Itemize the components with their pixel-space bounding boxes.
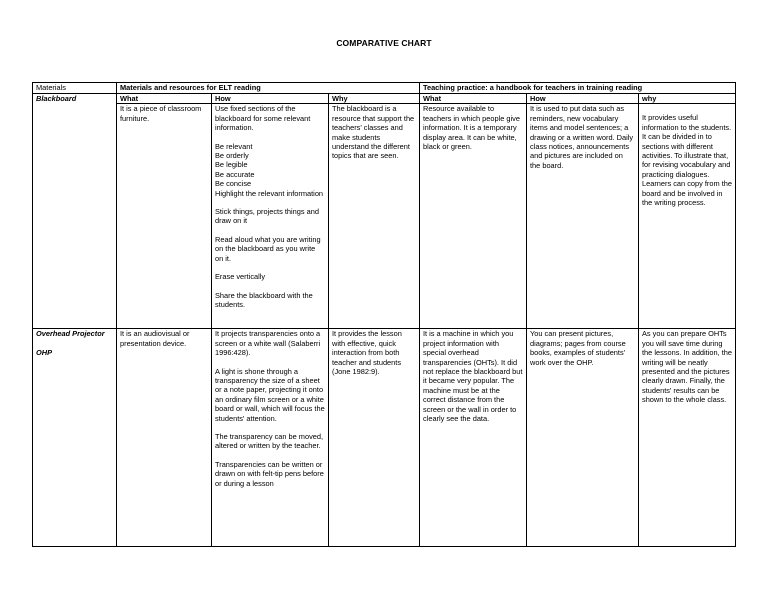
ohp-material-label: Overhead Projector xyxy=(36,329,105,339)
blackboard-what-1: It is a piece of classroom furniture. xyxy=(117,104,212,329)
col-how-1: How xyxy=(212,94,329,104)
table-row-blackboard xyxy=(33,104,736,329)
ohp-what-2: It is a machine in which you project information with special overhead transparencies (OHTs). It did not replace the blackboard but it became very popular. The machine must be at the correct distance from the screen or the wall in order to clearly see the data. xyxy=(420,329,527,547)
blackboard-material-cell xyxy=(33,104,117,329)
blackboard-label-cell: Blackboard xyxy=(33,94,117,104)
ohp-how-2: You can present pictures, diagrams; pages from course books, examples of students' work over the OHP. xyxy=(527,329,639,547)
comparative-chart-table xyxy=(32,82,736,547)
ohp-how-1-p2: A light is shone through a transparency the size of a sheet or a note paper, projecting it onto an ordinary film screen or a white board or wall, which will focus the students' attention. xyxy=(215,366,325,423)
header-row-columns xyxy=(33,94,736,104)
blackboard-how-1-p1: Use fixed sections of the blackboard for some relevant information. xyxy=(215,104,311,133)
ohp-how-1 xyxy=(212,329,329,547)
ohp-material-abbr: OHP xyxy=(36,347,53,357)
table-row-ohp xyxy=(33,329,736,547)
blackboard-how-1-p4: Read aloud what you are writing on the blackboard as you write on it. xyxy=(215,234,321,263)
ohp-material-cell xyxy=(33,329,117,547)
blackboard-how-1-p2: Be relevant Be orderly Be legible Be accurate Be concise Highlight the relevant information xyxy=(215,141,324,198)
header-row-sources xyxy=(33,83,736,94)
source2-header: Teaching practice: a handbook for teachers in training reading xyxy=(420,83,736,94)
blackboard-what-2: Resource available to teachers in which people give information. It is a temporary display area. It can be white, black or green. xyxy=(420,104,527,329)
ohp-how-1-p4: Transparencies can be written or drawn on with felt-tip pens before or during a lesson xyxy=(215,459,324,488)
blackboard-how-1 xyxy=(212,104,329,329)
blackboard-why-1: The blackboard is a resource that support the teachers' classes and make students understand the different topics that are seen. xyxy=(329,104,420,329)
blackboard-how-1-p5: Erase vertically xyxy=(215,272,266,282)
ohp-why-1: It provides the lesson with effective, quick interaction from both teacher and students (Jone 1982:9). xyxy=(329,329,420,547)
blackboard-how-1-p6: Share the blackboard with the students. xyxy=(215,290,313,309)
blackboard-how-2: It is used to put data such as reminders, new vocabulary items and model sentences; a drawing or a written word. Daily class notices, announcements and pictures are included on the board. xyxy=(527,104,639,329)
col-what-2: What xyxy=(420,94,527,104)
blackboard-why-2-text: It provides useful information to the students. It can be divided in to sections with different activities. To illustrate that, for revising vocabulary and practicing dialogues. Learners can copy from the board and be involved in the writing process. xyxy=(642,113,732,208)
ohp-how-1-p1: It projects transparencies onto a screen or a white wall (Salaberri 1996:428). xyxy=(215,329,321,358)
ohp-how-1-p3: The transparency can be moved, altered or written by the teacher. xyxy=(215,432,324,451)
source1-header: Materials and resources for ELT reading xyxy=(117,83,420,94)
blackboard-why-2 xyxy=(639,104,736,329)
ohp-why-2: As you can prepare OHTs you will save time during the lessons. In addition, the writing will be neatly presented and the pictures clearly drawn. Finally, the students' results can be shown to the whole class. xyxy=(639,329,736,547)
col-how-2: How xyxy=(527,94,639,104)
col-what-1: What xyxy=(117,94,212,104)
page-title: COMPARATIVE CHART xyxy=(336,38,432,48)
materials-header: Materials xyxy=(33,83,117,94)
col-why-1: Why xyxy=(329,94,420,104)
blackboard-how-1-p3: Stick things, projects things and draw on it xyxy=(215,207,319,226)
ohp-what-1: It is an audiovisual or presentation device. xyxy=(117,329,212,547)
col-why-2: why xyxy=(639,94,736,104)
